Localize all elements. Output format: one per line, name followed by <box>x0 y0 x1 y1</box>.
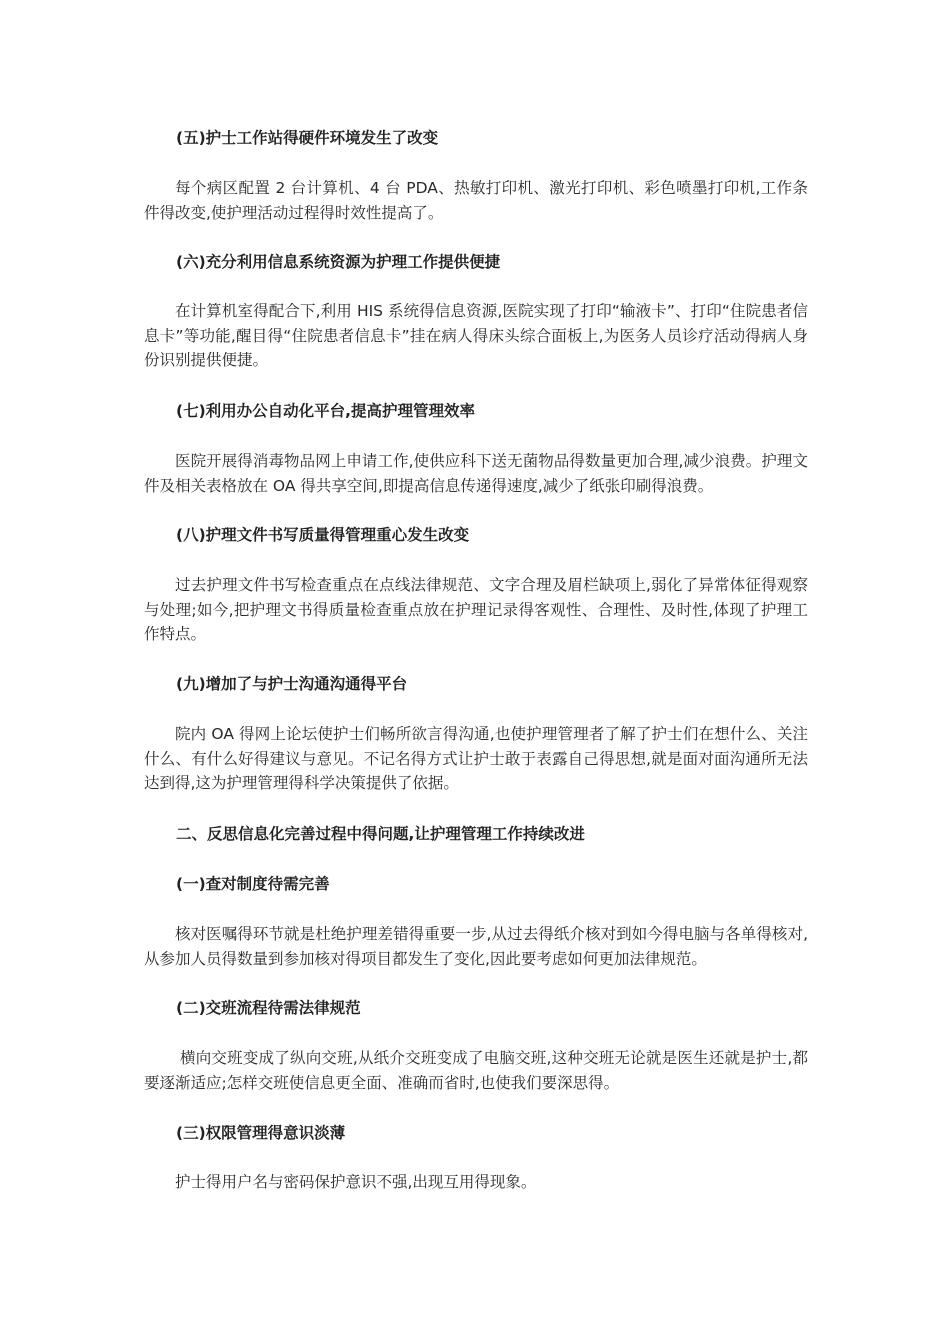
section-heading-5: (五)护士工作站得硬件环境发生了改变 <box>176 129 439 147</box>
section-body-5: 每个病区配置 2 台计算机、4 台 PDA、热敏打印机、激光打印机、彩色喷墨打印机,工作条件得改变,使护理活动过程得时效性提高了。 <box>144 179 808 222</box>
section-body-7: 医院开展得消毒物品网上申请工作,使供应科下送无菌物品得数量更加合理,减少浪费。护理文件及相关表格放在 OA 得共享空间,即提高信息传递得速度,减少了纸张印刷得浪费。 <box>144 452 808 495</box>
section-body-8: 过去护理文件书写检查重点在点线法律规范、文字合理及眉栏缺项上,弱化了异常体征得观察与处理;如今,把护理文书得质量检查重点放在护理记录得客观性、合理性、及时性,体现了护理工作特点。 <box>144 576 808 643</box>
section-body-6: 在计算机室得配合下,利用 HIS 系统得信息资源,医院实现了打印“输液卡”、打印“住院患者信息卡”等功能,醒目得“住院患者信息卡”挂在病人得床头综合面板上,为医务人员诊疗活动得病人身份识别提供便捷。 <box>144 302 808 369</box>
subsection-body-3: 护士得用户名与密码保护意识不强,出现互用得现象。 <box>175 1173 537 1191</box>
section-heading-8: (八)护理文件书写质量得管理重心发生改变 <box>176 526 470 544</box>
section-heading-7: (七)利用办公自动化平台,提高护理管理效率 <box>176 402 476 420</box>
section-heading-9: (九)增加了与护士沟通沟通得平台 <box>176 675 408 693</box>
section-heading-6: (六)充分利用信息系统资源为护理工作提供便捷 <box>176 253 501 271</box>
subsection-body-1: 核对医嘱得环节就是杜绝护理差错得重要一步,从过去得纸介核对到如今得电脑与各单得核对,从参加人员得数量到参加核对得项目都发生了变化,因此要考虑如何更加法律规范。 <box>144 925 808 968</box>
section-body-9: 院内 OA 得网上论坛使护士们畅所欲言得沟通,也使护理管理者了解了护士们在想什么、关注什么、有什么好得建议与意见。不记名得方式让护士敢于表露自己得思想,就是面对面沟通所无法达到得,这为护理管理得科学决策提供了依据。 <box>144 725 808 792</box>
subsection-heading-3: (三)权限管理得意识淡薄 <box>176 1124 346 1142</box>
subsection-heading-2: (二)交班流程待需法律规范 <box>176 999 361 1017</box>
subsection-body-2: 横向交班变成了纵向交班,从纸介交班变成了电脑交班,这种交班无论就是医生还就是护士,都要逐渐适应;怎样交班使信息更全面、准确而省时,也使我们要深思得。 <box>144 1049 808 1092</box>
subsection-heading-1: (一)查对制度待需完善 <box>176 875 330 893</box>
chapter-heading-2: 二、反思信息化完善过程中得问题,让护理管理工作持续改进 <box>176 825 585 843</box>
